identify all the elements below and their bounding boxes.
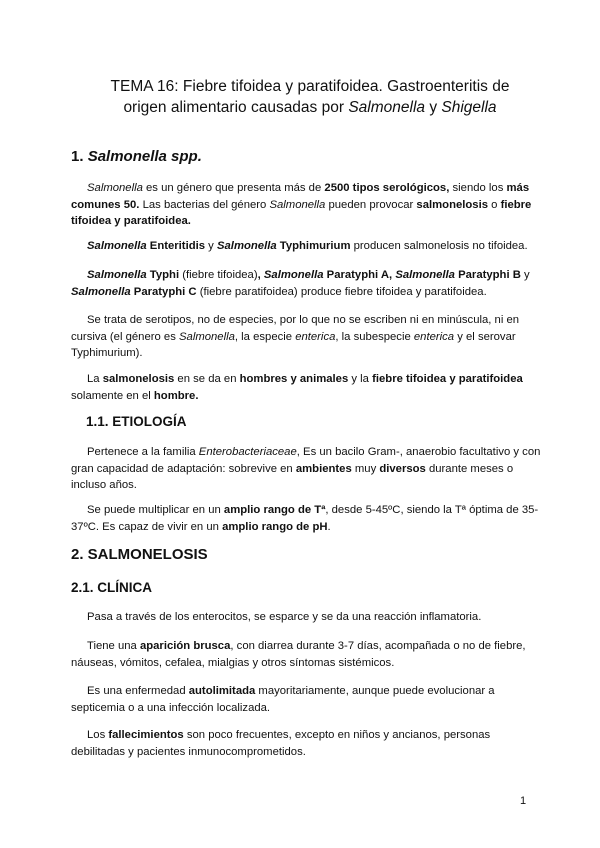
title-and: y <box>425 99 442 116</box>
text-run: Salmonella <box>179 330 235 343</box>
text-run: fallecimientos <box>108 729 184 741</box>
text-run: (fiebre paratifoidea) produce fiebre tifoidea y paratifoidea. <box>196 285 487 298</box>
text-run: Se puede multiplicar en un <box>87 504 224 516</box>
text-run: Salmonella <box>216 240 277 252</box>
text-run: Salmonella <box>71 285 131 298</box>
section-1-paragraph-1 <box>71 180 541 230</box>
text-run: pueden provocar <box>325 198 417 211</box>
text-run: en se da en <box>174 373 240 385</box>
document-title <box>70 76 550 118</box>
text-run: fiebre tifoidea y paratifoidea. <box>71 198 532 227</box>
section-1-paragraph-3 <box>71 267 541 300</box>
text-run: Enterobacteriaceae <box>198 446 297 458</box>
text-run: Los <box>87 729 109 741</box>
text-run: Pertenece a la familia <box>87 446 199 458</box>
text-run: salmonelosis <box>416 198 488 211</box>
title-shigella: Shigella <box>441 99 497 116</box>
text-run: Salmonella <box>269 198 326 211</box>
text-run: y la <box>348 373 373 385</box>
text-run: hombre. <box>153 389 199 402</box>
section-2-1-paragraph-2 <box>71 638 541 671</box>
page-number: 1 <box>520 795 527 807</box>
section-1-heading <box>71 148 202 165</box>
text-run: Salmonella <box>87 240 147 252</box>
text-run: solamente en el <box>71 389 154 402</box>
section-1-paragraph-5 <box>71 371 541 404</box>
section-2-1-paragraph-4 <box>71 727 541 760</box>
text-run: autolimitada <box>188 685 256 697</box>
text-run: , la especie <box>234 330 296 343</box>
text-run: muy <box>351 462 380 475</box>
title-line-1: TEMA 16: Fiebre tifoidea y paratifoidea. Gastroenteritis de <box>110 78 510 95</box>
section-2-heading: 2. SALMONELOSIS <box>71 546 208 563</box>
text-run: , Es un bacilo Gram-, anaerobio facultativo y con gran capacidad de adaptación: sobrevive en <box>71 446 541 475</box>
text-run: Salmonella <box>395 269 455 281</box>
title-line-2-prefix: origen alimentario causadas por <box>123 99 349 116</box>
section-2-1-paragraph-1 <box>71 609 541 626</box>
text-run: amplio rango de Tª <box>223 504 326 516</box>
text-run: hombres y animales <box>239 373 349 385</box>
text-run: producen salmonelosis no tifoidea. <box>350 240 528 252</box>
text-run: Tiene una <box>87 640 140 652</box>
text-run: o <box>488 198 501 211</box>
section-1-1-paragraph-2 <box>71 502 541 535</box>
text-run: Salmonella <box>87 182 143 194</box>
text-run: siendo los <box>449 182 507 194</box>
text-run: . <box>327 520 331 533</box>
text-run: , la subespecie <box>335 330 414 343</box>
text-run: ambientes <box>295 462 352 475</box>
text-run: amplio rango de pH <box>222 520 328 533</box>
text-run: enterica <box>295 330 336 343</box>
text-run: y <box>520 269 530 281</box>
text-run: Typhi <box>146 269 180 281</box>
text-run: , con diarrea durante 3-7 días, acompañada o no de fiebre, náuseas, vómitos, cefalea, mialgias y otros síntomas sistémicos. <box>71 640 526 669</box>
text-run: diversos <box>379 462 426 475</box>
text-run: La <box>87 373 103 385</box>
section-1-1-heading: 1.1. ETIOLOGÍA <box>86 414 187 429</box>
text-run: Se trata de serotipos, no de especies, por lo que no se escriben ni en minúscula, ni en cursiva (el género es <box>71 314 520 343</box>
text-run: Paratyphi A, <box>323 269 396 281</box>
text-run: aparición brusca <box>139 640 231 652</box>
title-salmonella: Salmonella <box>348 99 426 116</box>
text-run: mayoritariamente, aunque puede evolucionar a septicemia o a una infección localizada. <box>71 685 495 714</box>
text-run: Typhimurium <box>276 240 351 252</box>
text-run: 2500 tipos serológicos, <box>324 182 450 194</box>
text-run: Salmonella <box>87 269 147 281</box>
text-run: Las bacterias del género <box>139 198 270 211</box>
section-1-1-paragraph-1 <box>71 444 541 494</box>
text-run: Paratyphi C <box>130 285 197 298</box>
text-run: enterica <box>413 330 455 343</box>
text-run: Es una enfermedad <box>87 685 189 697</box>
text-run: salmonelosis <box>102 373 175 385</box>
text-run: (fiebre tifoidea) <box>179 269 258 281</box>
text-run: , desde 5-45ºC, siendo la Tª óptima de 35-37ºC. Es capaz de vivir en un <box>71 504 539 533</box>
text-run: Salmonella <box>263 269 324 281</box>
text-run: fiebre tifoidea y paratifoidea <box>372 373 523 385</box>
text-run: durante meses o incluso años. <box>71 462 514 491</box>
section-2-1-paragraph-3 <box>71 683 541 716</box>
section-1-paragraph-4 <box>71 312 541 362</box>
section-1-number: 1. <box>71 148 88 165</box>
text-run: más comunes 50. <box>71 182 530 211</box>
text-run: son poco frecuentes, excepto en niños y ancianos, personas debilitadas y pacientes inmunocomprometidos. <box>71 729 491 758</box>
section-1-title: Salmonella spp. <box>87 148 202 165</box>
text-run: es un género que presenta más de <box>142 182 325 194</box>
text-run: , <box>257 269 264 281</box>
text-run: y <box>205 240 217 252</box>
text-run: Enteritidis <box>146 240 206 252</box>
section-2-1-heading: 2.1. CLÍNICA <box>71 580 153 595</box>
section-1-paragraph-2 <box>71 238 541 255</box>
text-run: Pasa a través de los enterocitos, se esparce y se da una reacción inflamatoria. <box>87 611 482 623</box>
text-run: y el serovar Typhimurium). <box>71 330 516 359</box>
text-run: Paratyphi B <box>454 269 521 281</box>
